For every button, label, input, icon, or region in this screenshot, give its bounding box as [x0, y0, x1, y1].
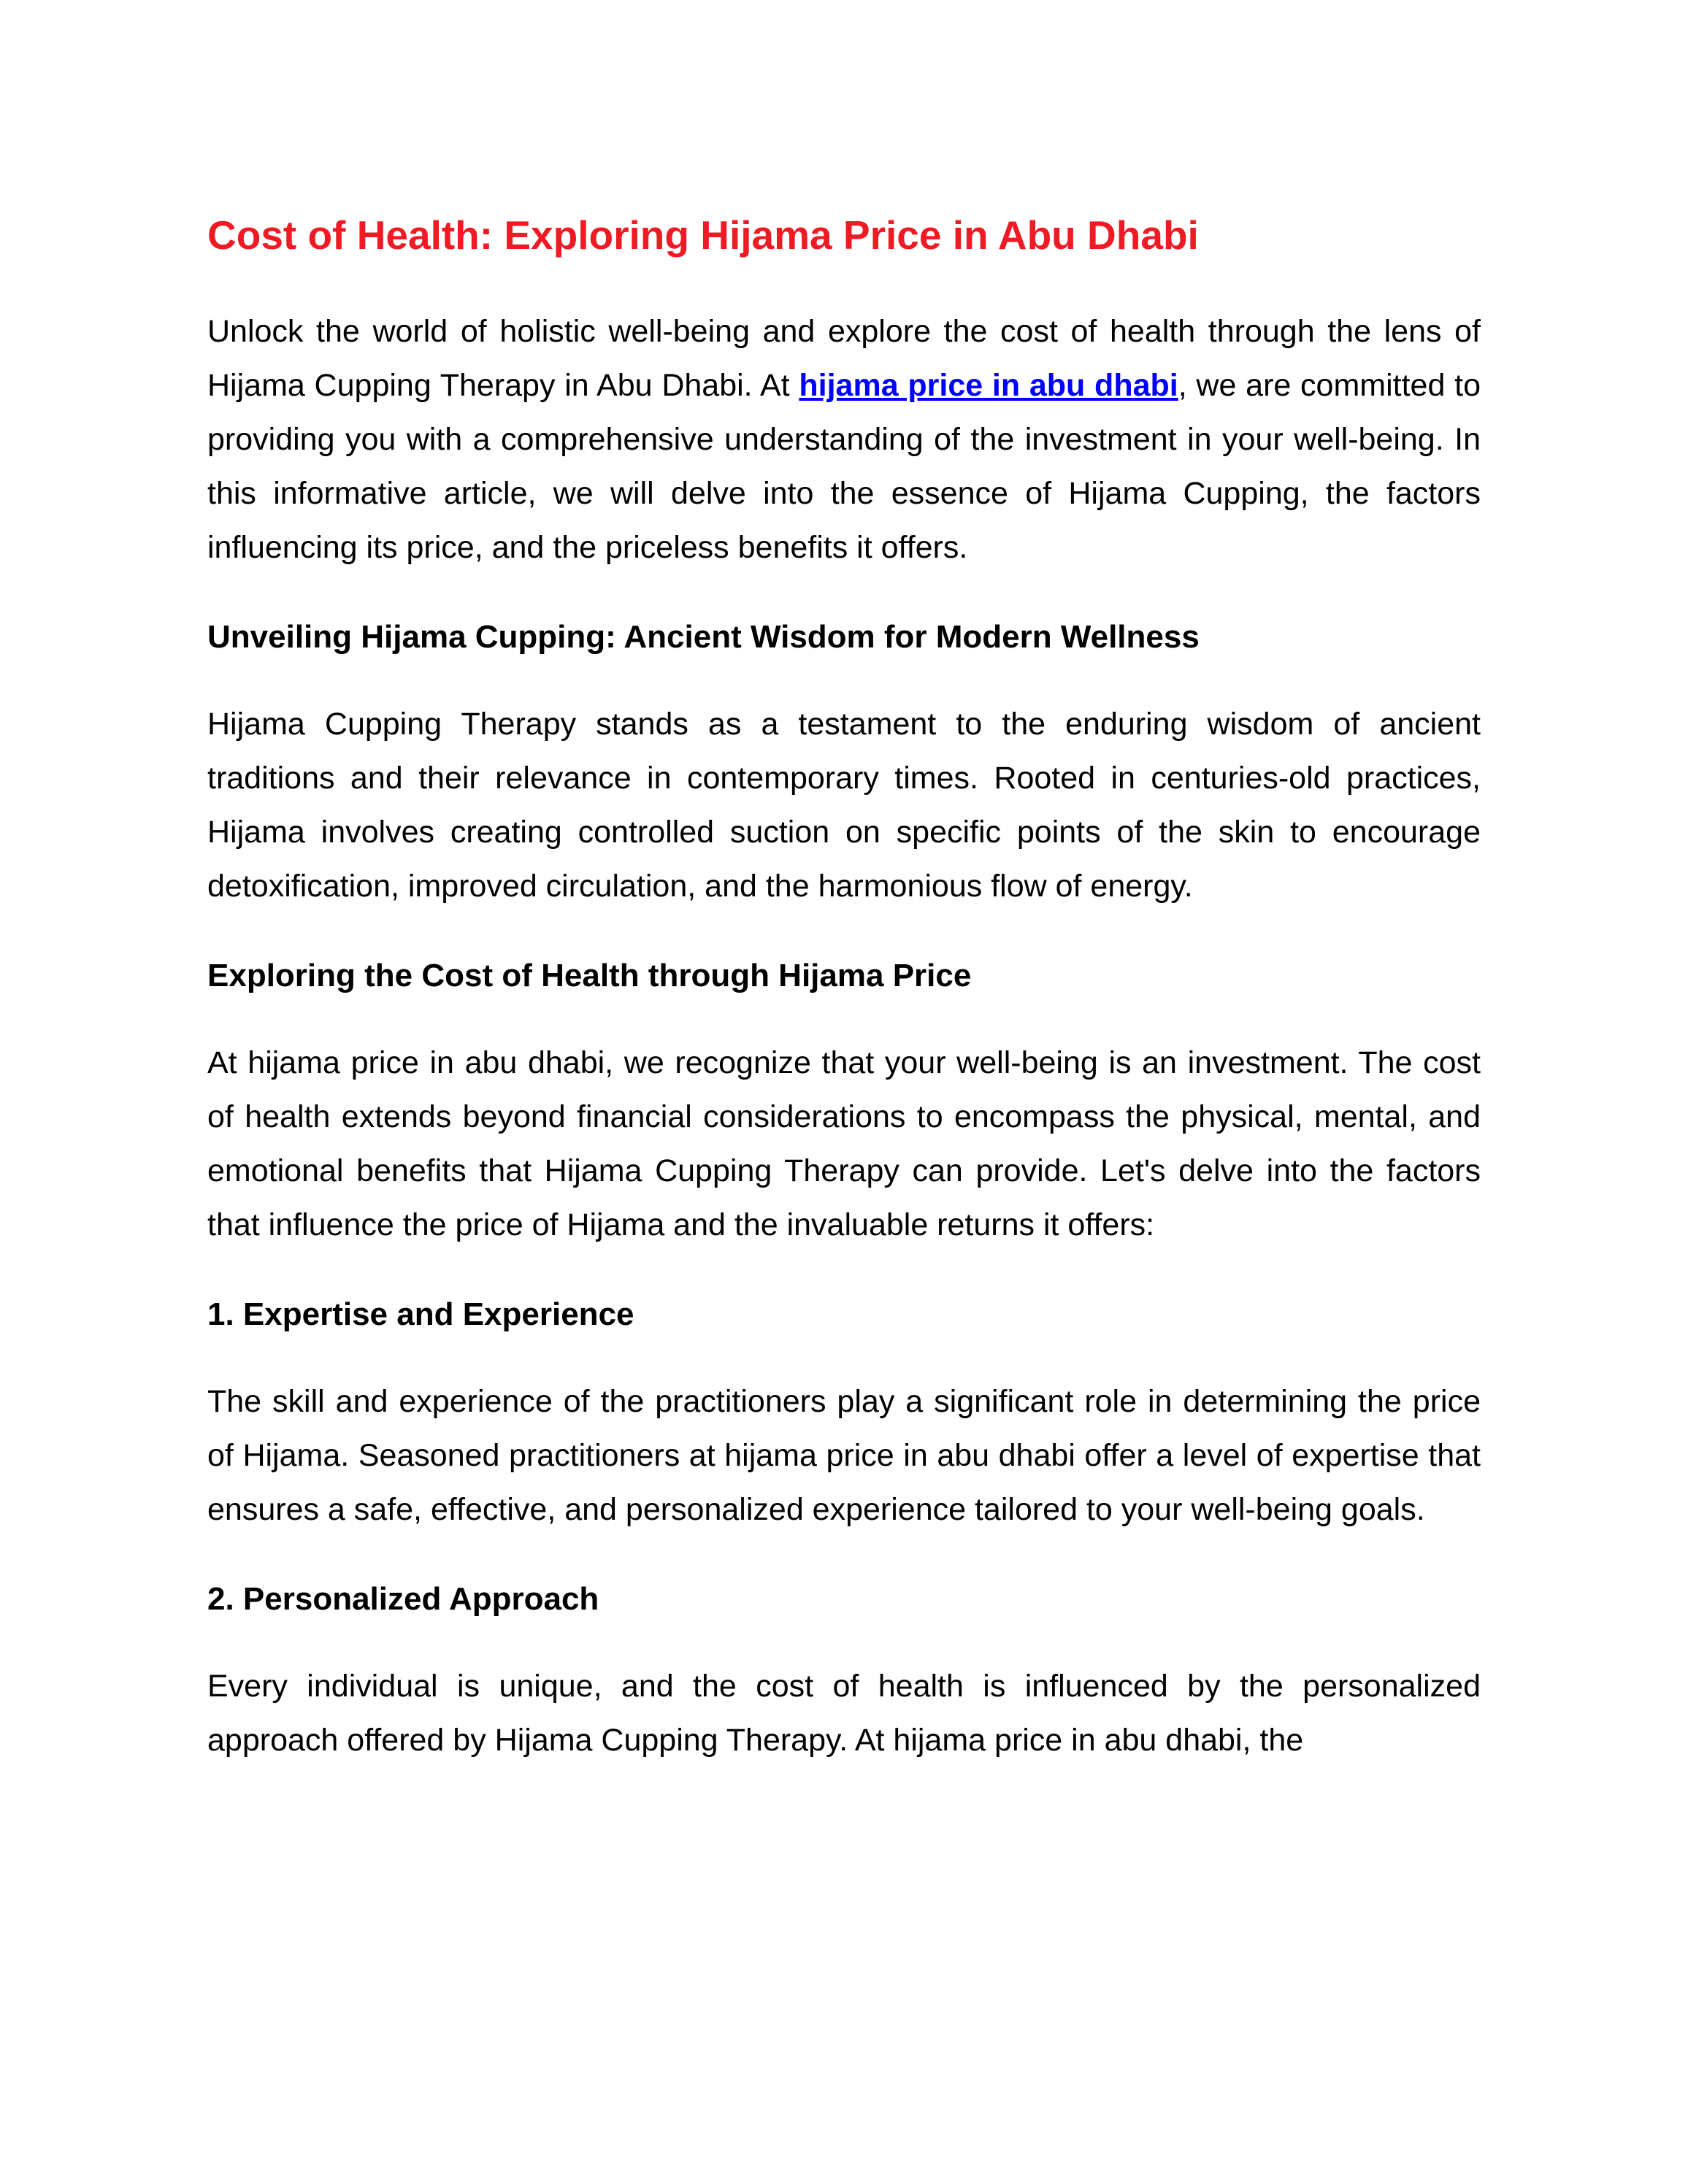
section-paragraph-expertise-experience: The skill and experience of the practitioners play a significant role in determining the price of Hijama. Seasoned practitioners at hijama price in abu dhabi offer a level of expertise that ensures a safe, effective, and personalized experience tailored to your well-being goals.	[207, 1383, 1481, 1527]
intro-text-before-link: Unlock the world of holistic well-being and explore the cost of health through the lens of Hijama Cupping Therapy in Abu Dhabi. At	[207, 313, 1481, 403]
section-paragraph-unveiling-hijama: Hijama Cupping Therapy stands as a testament to the enduring wisdom of ancient traditions and their relevance in contemporary times. Rooted in centuries-old practices, Hijama involves creating controlled suction on specific points of the skin to encourage detoxification, improved circulation, and the harmonious flow of energy.	[207, 706, 1481, 904]
section-paragraph-exploring-cost: At hijama price in abu dhabi, we recognize that your well-being is an investment. The cost of health extends beyond financial considerations to encompass the physical, mental, and emotional benefits that Hijama Cupping Therapy can provide. Let's delve into the factors that influence the price of Hijama and the invaluable returns it offers:	[207, 1045, 1481, 1242]
section-heading-expertise-experience: 1. Expertise and Experience	[207, 1296, 634, 1332]
section-heading-unveiling-hijama: Unveiling Hijama Cupping: Ancient Wisdom for Modern Wellness	[207, 618, 1200, 655]
intro-paragraph	[207, 304, 1481, 574]
intro-text-after-link: , we are committed to providing you with a comprehensive understanding of the investment in your well-being. In this informative article, we will delve into the essence of Hijama Cupping, the factors influencing its price, and the priceless benefits it offers.	[207, 367, 1481, 565]
page-title: Cost of Health: Exploring Hijama Price in Abu Dhabi	[207, 212, 1199, 258]
section-heading-exploring-cost: Exploring the Cost of Health through Hijama Price	[207, 957, 972, 993]
section-heading-personalized-approach: 2. Personalized Approach	[207, 1580, 599, 1617]
section-paragraph-personalized-approach: Every individual is unique, and the cost of health is influenced by the personalized approach offered by Hijama Cupping Therapy. At hijama price in abu dhabi, the	[207, 1668, 1481, 1758]
hijama-price-link[interactable]: hijama price in abu dhabi	[799, 367, 1178, 403]
